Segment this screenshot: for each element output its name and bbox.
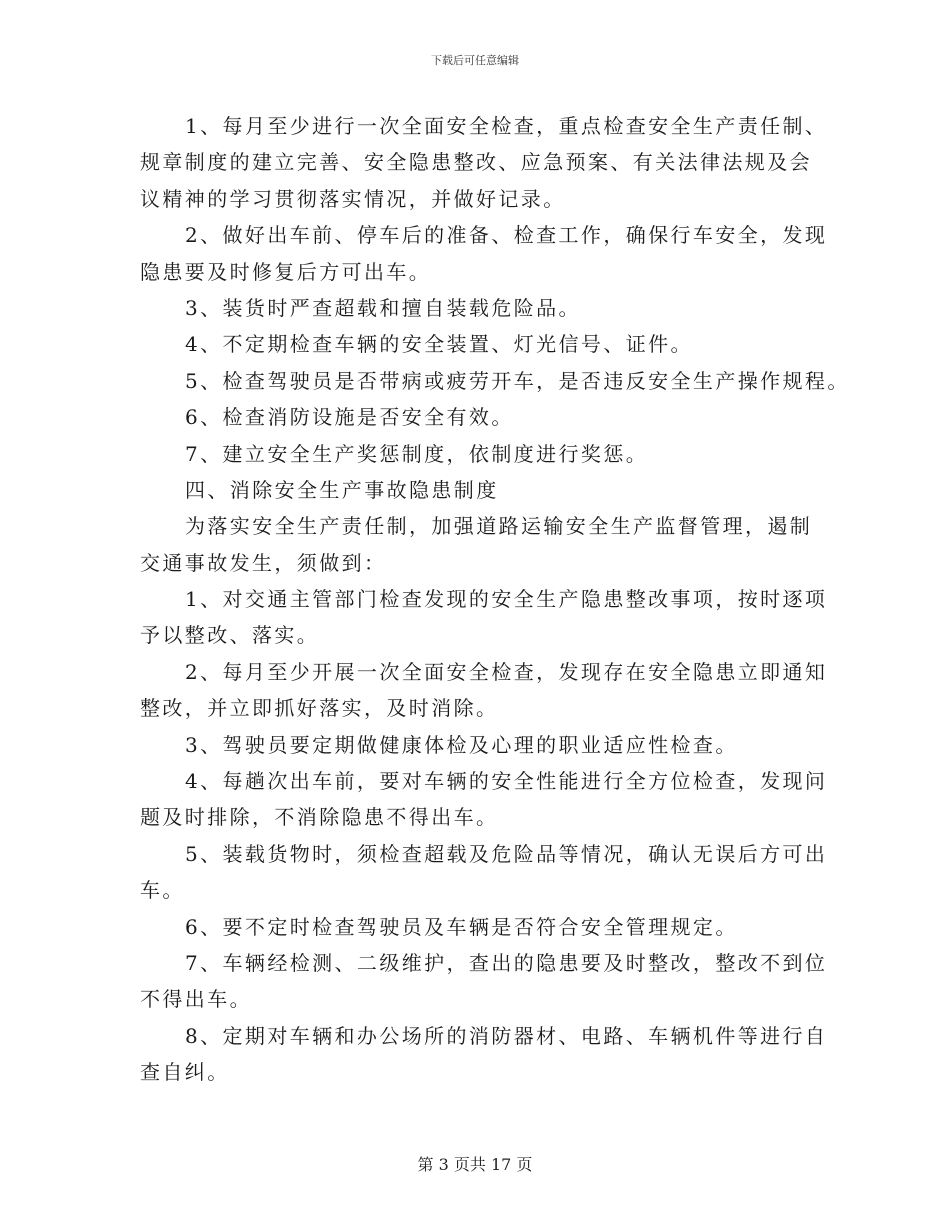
paragraph-line: 不得出车。 [140, 987, 252, 1012]
paragraph-line: 5、装载货物时，须检查超载及危险品等情况，确认无误后方可出 [185, 841, 828, 866]
section-heading: 四、消除安全生产事故隐患制度 [185, 477, 499, 502]
paragraph-line: 2、做好出车前、停车后的准备、检查工作，确保行车安全，发现 [185, 223, 828, 248]
paragraph-line: 为落实安全生产责任制，加强道路运输安全生产监督管理，遏制 [185, 514, 813, 539]
paragraph-line: 3、驾驶员要定期做健康体检及心理的职业适应性检查。 [185, 732, 738, 757]
paragraph-line: 8、定期对车辆和办公场所的消防器材、电路、车辆机件等进行自 [185, 1023, 828, 1048]
page-number: 第 3 页共 17 页 [417, 1155, 533, 1174]
paragraph-line: 规章制度的建立完善、安全隐患整改、应急预案、有关法律法规及会 [140, 150, 812, 175]
paragraph-line: 3、装货时严查超载和擅自装载危险品。 [185, 295, 581, 320]
page-header: 下载后可任意编辑 [431, 54, 519, 67]
paragraph-line: 7、车辆经检测、二级维护，查出的隐患要及时整改，整改不到位 [185, 950, 828, 975]
paragraph-line: 交通事故发生，须做到： [140, 550, 387, 575]
paragraph-line: 隐患要及时修复后方可出车。 [140, 259, 432, 284]
paragraph-line: 4、不定期检查车辆的安全装置、灯光信号、证件。 [185, 332, 693, 357]
paragraph-line: 7、建立安全生产奖惩制度，依制度进行奖惩。 [185, 441, 649, 466]
document-body [140, 112, 850, 1095]
paragraph-line: 整改，并立即抓好落实，及时消除。 [140, 696, 499, 721]
paragraph-line: 予以整改、落实。 [140, 623, 320, 648]
paragraph-line: 4、每趟次出车前，要对车辆的安全性能进行全方位检查，发现问 [185, 769, 828, 794]
paragraph-line: 车。 [140, 878, 185, 903]
paragraph-line: 1、每月至少进行一次全面安全检查，重点检查安全生产责任制、 [185, 114, 828, 138]
paragraph-line: 2、每月至少开展一次全面安全检查，发现存在安全隐患立即通知 [185, 659, 828, 684]
paragraph-line: 6、检查消防设施是否安全有效。 [185, 405, 514, 430]
paragraph-line: 议精神的学习贯彻落实情况，并做好记录。 [140, 186, 566, 211]
paragraph-line: 查自纠。 [140, 1060, 230, 1085]
paragraph-line: 1、对交通主管部门检查发现的安全生产隐患整改事项，按时逐项 [185, 587, 828, 612]
paragraph-line: 题及时排除，不消除隐患不得出车。 [140, 805, 499, 830]
paragraph-line: 6、要不定时检查驾驶员及车辆是否符合安全管理规定。 [185, 914, 738, 939]
paragraph-line: 5、检查驾驶员是否带病或疲劳开车，是否违反安全生产操作规程。 [185, 368, 850, 393]
